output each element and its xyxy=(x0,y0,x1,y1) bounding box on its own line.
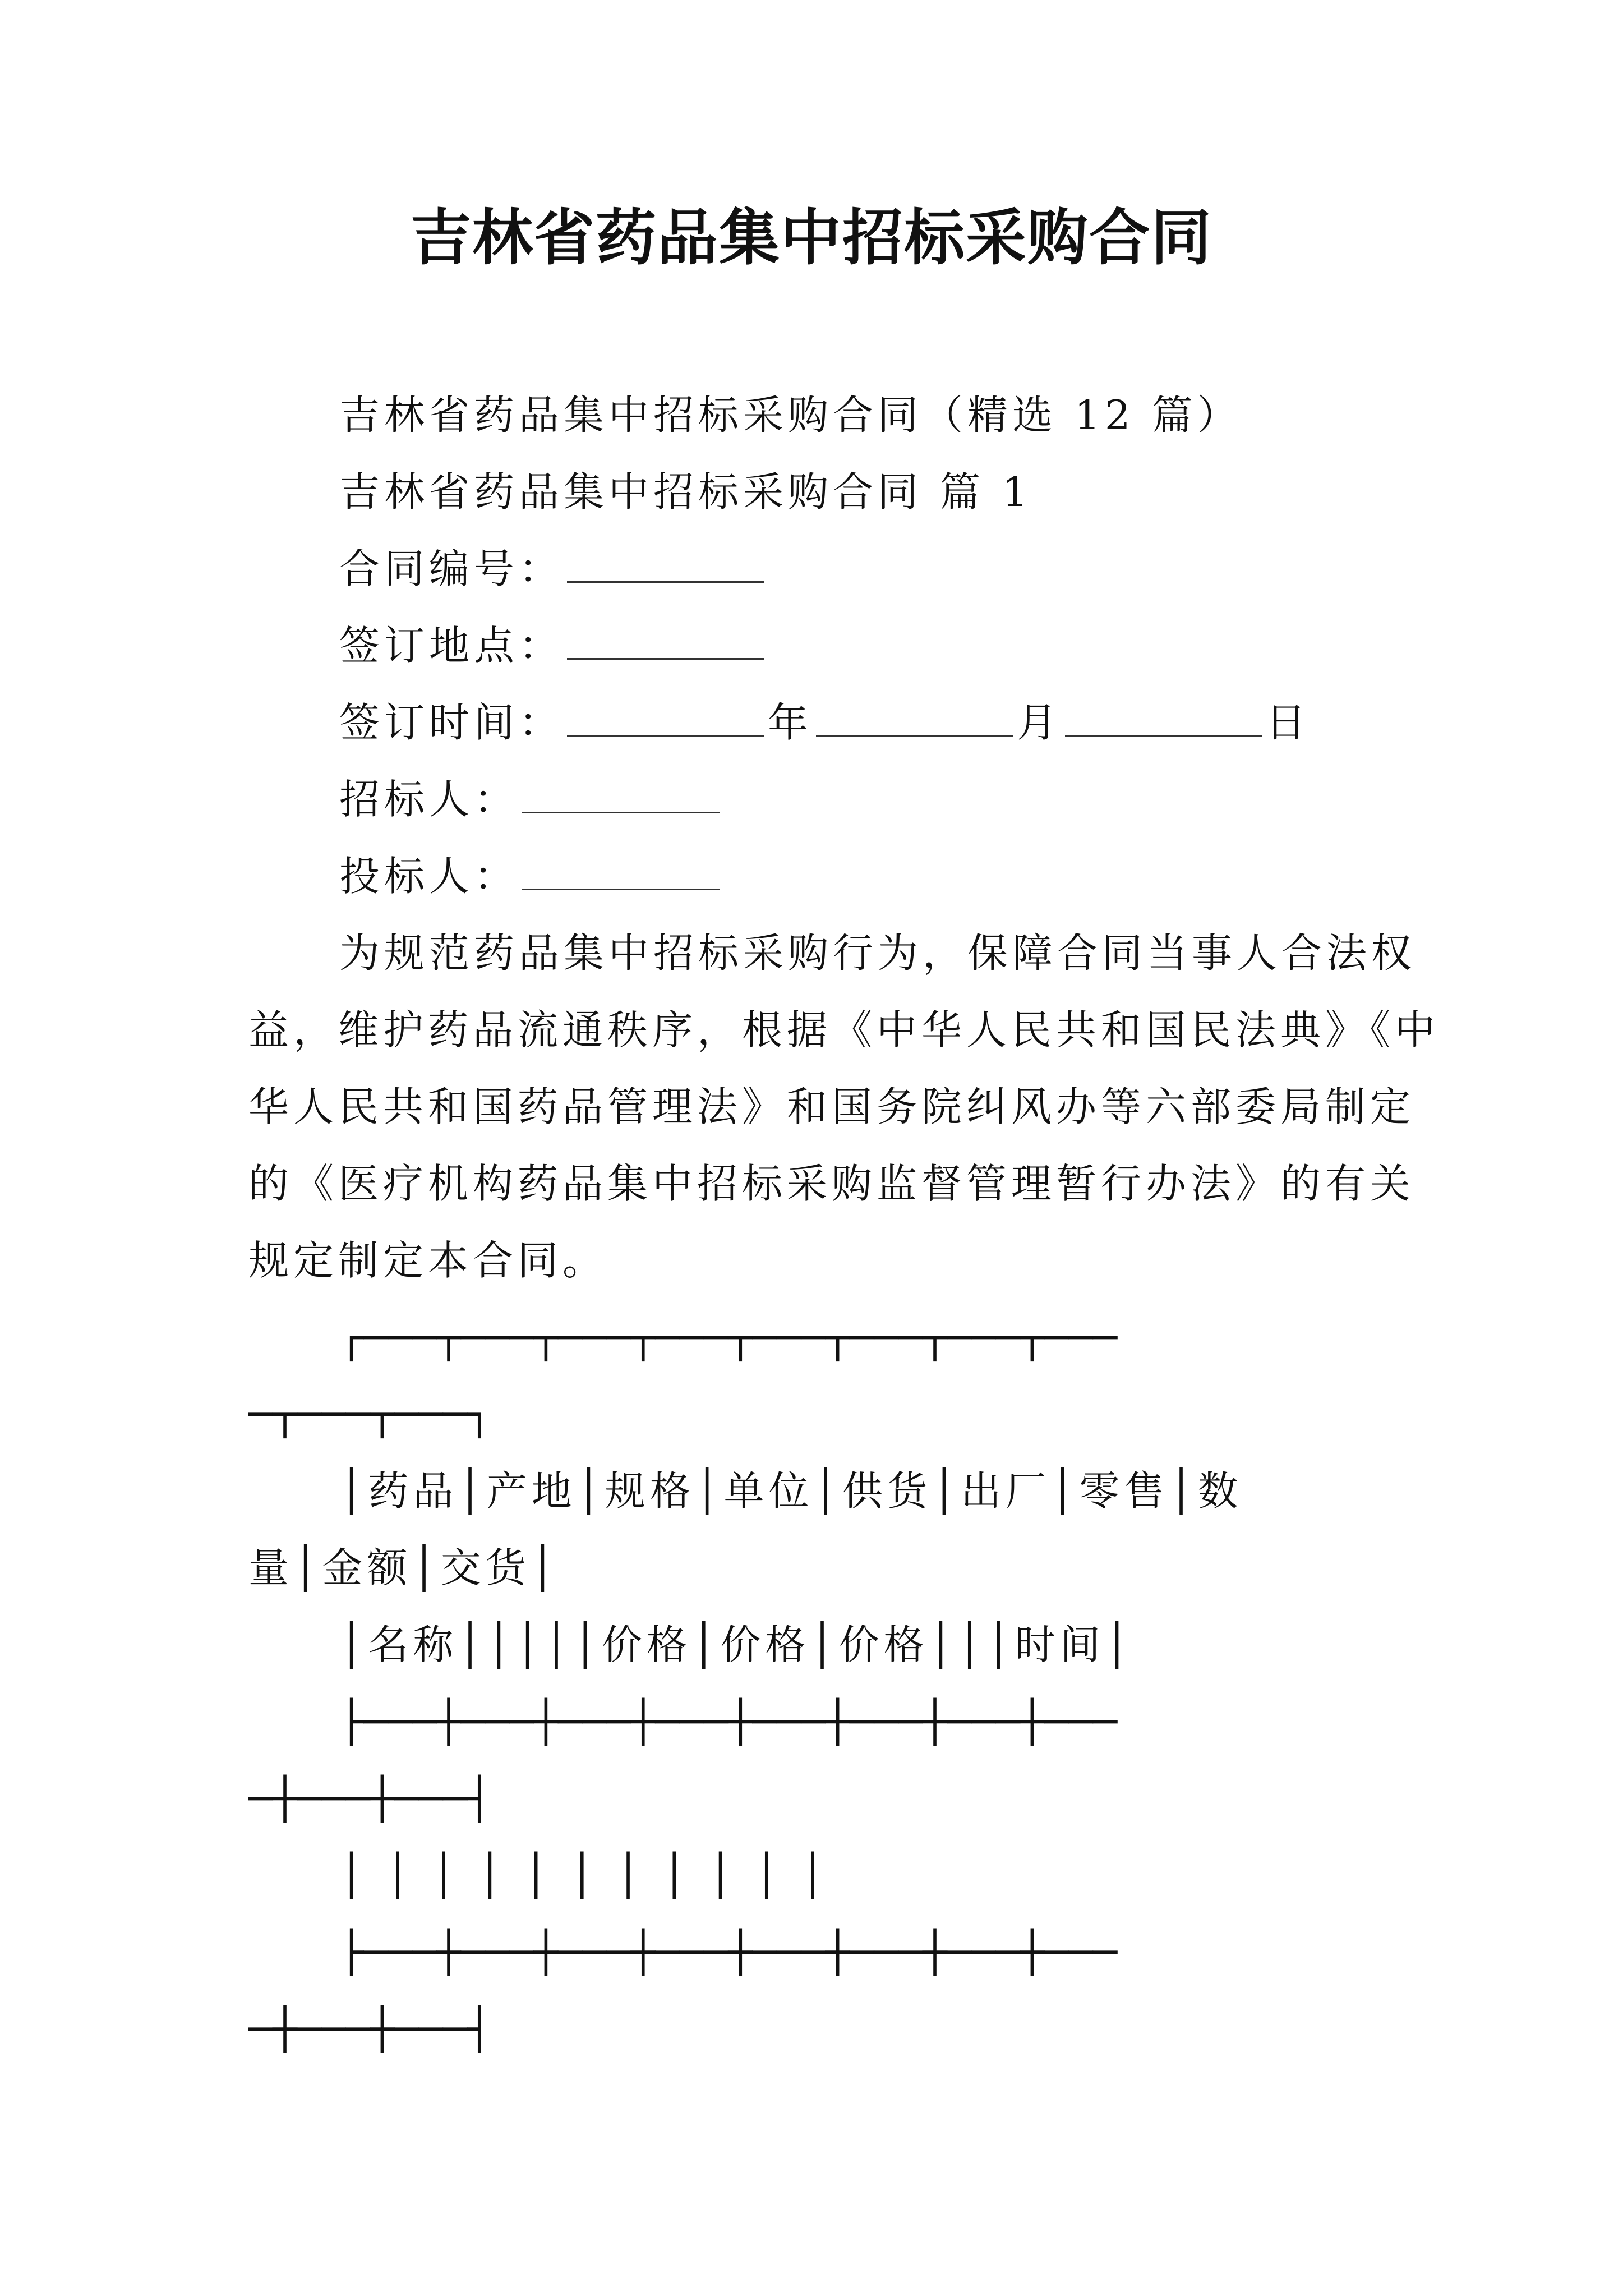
body-paragraph-line-2: 益，维护药品流通秩序，根据《中华人民共和国民法典》《中 xyxy=(248,1006,1440,1053)
tenderer-label: 招标人： xyxy=(339,776,519,823)
contract-number-field xyxy=(339,544,768,594)
sign-place-label: 签订地点： xyxy=(339,622,564,669)
sign-place-field xyxy=(339,620,768,671)
body-paragraph-line-1: 为规范药品集中招标采购行为，保障合同当事人合法权 xyxy=(339,930,1417,977)
month-blank xyxy=(816,702,1013,737)
year-label: 年 xyxy=(768,699,813,746)
month-label: 月 xyxy=(1017,699,1062,746)
bidder-label: 投标人： xyxy=(339,853,519,900)
body-paragraph-line-4: 的《医疗机构药品集中招标采购监督管理暂行办法》的有关 xyxy=(248,1160,1415,1207)
body-paragraph-line-5: 规定制定本合同。 xyxy=(248,1237,608,1284)
table-top-border-1: ┌───┬───┬───┬───┬───┬───┬───┬─── xyxy=(339,1314,1118,1361)
tenderer-blank xyxy=(522,779,720,813)
table-separator-1a: ├───┼───┼───┼───┼───┼───┼───┼─── xyxy=(339,1698,1118,1745)
year-blank xyxy=(567,702,764,737)
section-heading: 吉林省药品集中招标采购合同 篇 1 xyxy=(339,468,1032,516)
contract-number-label: 合同编号： xyxy=(339,545,564,592)
table-empty-row: │ │ │ │ │ │ │ │ │ │ │ xyxy=(339,1852,829,1899)
sign-time-label: 签订时间： xyxy=(339,699,564,746)
table-header-row-2: │名称│││││价格│价格│价格│││时间│ xyxy=(339,1621,1134,1668)
table-top-border-2: ─┬───┬───┐ xyxy=(248,1391,492,1438)
document-subtitle: 吉林省药品集中招标采购合同（精选 12 篇） xyxy=(339,392,1242,439)
table-separator-2a: ├───┼───┼───┼───┼───┼───┼───┼─── xyxy=(339,1929,1118,1976)
table-header-row-1a: │药品│产地│规格│单位│供货│出厂│零售│数 xyxy=(339,1467,1243,1515)
bidder-blank xyxy=(522,856,720,890)
sign-time-field xyxy=(339,697,1311,748)
tenderer-field xyxy=(339,774,723,825)
body-paragraph-line-3: 华人民共和国药品管理法》和国务院纠风办等六部委局制定 xyxy=(248,1083,1415,1130)
contract-number-blank xyxy=(567,549,764,583)
bidder-field xyxy=(339,851,723,901)
day-label: 日 xyxy=(1266,699,1311,746)
table-separator-1b: ─┼───┼───┤ xyxy=(248,1775,492,1822)
document-title: 吉林省药品集中招标采购合同 xyxy=(410,203,1212,273)
sign-place-blank xyxy=(567,625,764,660)
table-separator-2b: ─┼───┼───┤ xyxy=(248,2005,492,2053)
day-blank xyxy=(1065,702,1262,737)
table-header-row-1b: 量│金额│交货│ xyxy=(248,1544,560,1591)
